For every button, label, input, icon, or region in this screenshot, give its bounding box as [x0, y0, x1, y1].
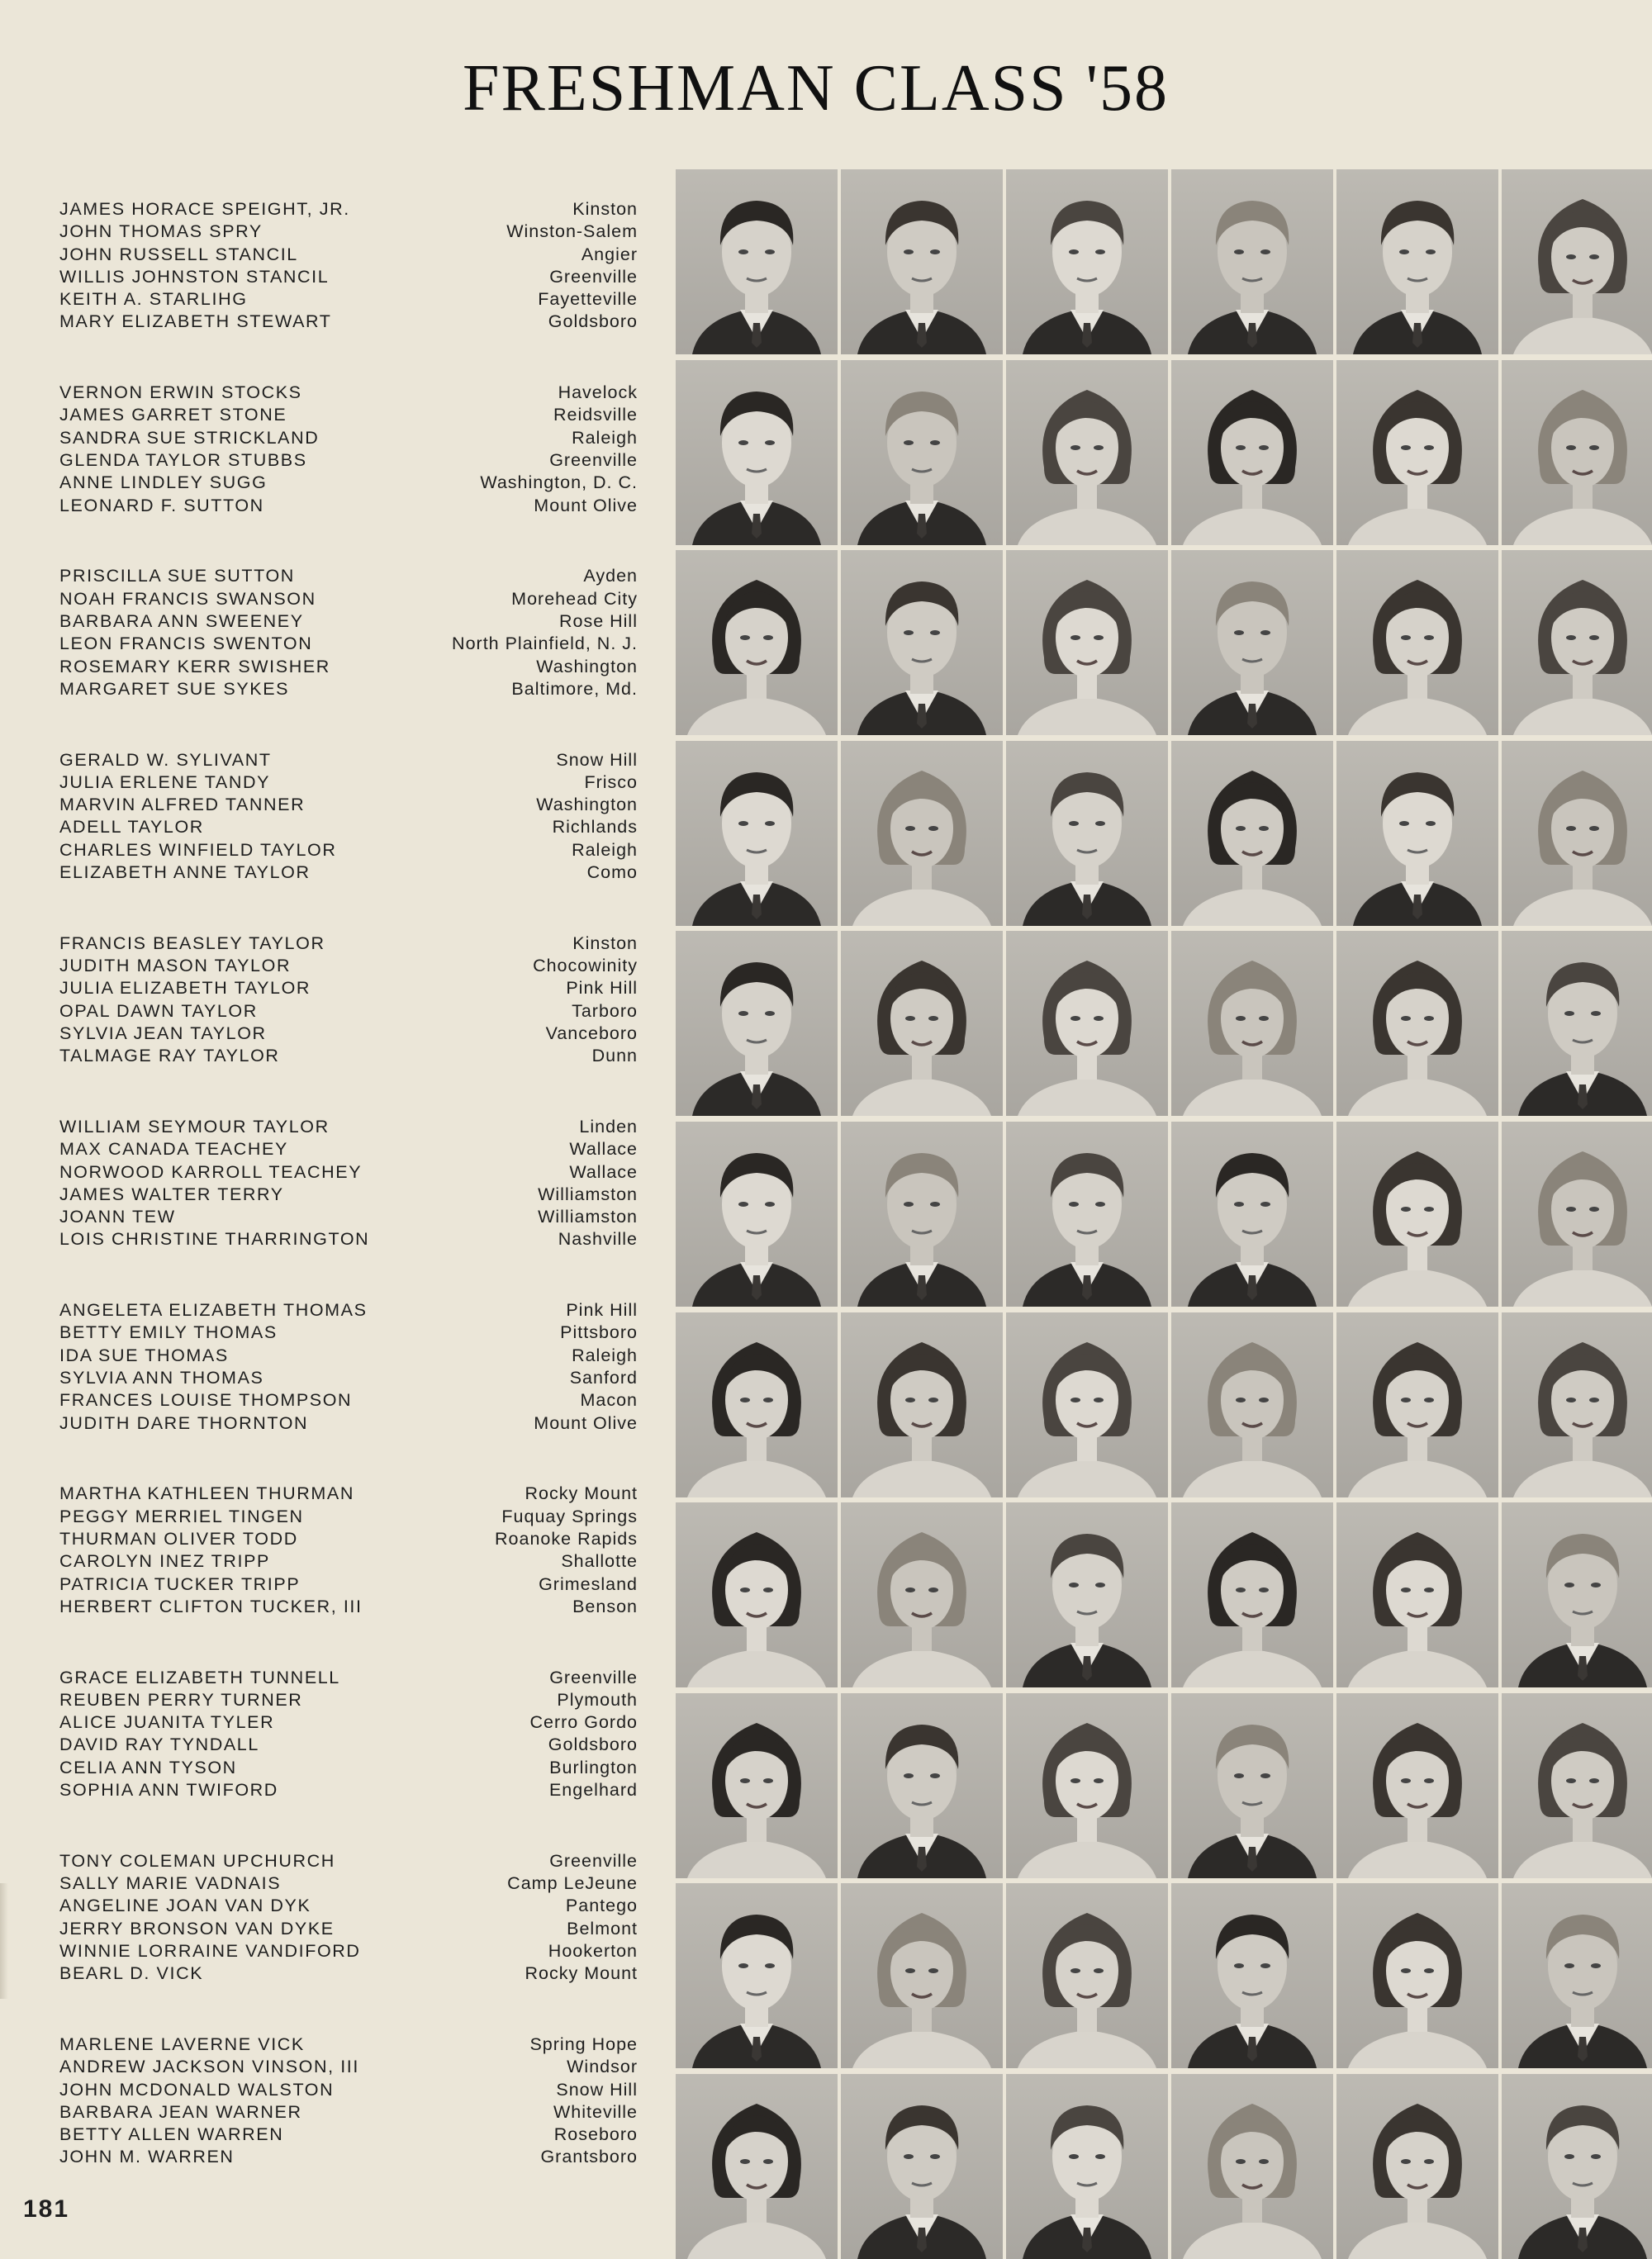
- roster-entry: [59, 1483, 638, 1505]
- student-portrait: [1006, 1502, 1168, 1687]
- roster-entry: [59, 2146, 638, 2168]
- student-portrait: [1171, 1883, 1333, 2068]
- student-name: CAROLYN INEZ TRIPP: [59, 1551, 270, 1572]
- hometown: Spring Hope: [529, 2034, 638, 2054]
- student-portrait: [1006, 2074, 1168, 2259]
- roster-entry: [59, 1184, 638, 1206]
- roster-entry: [59, 1596, 638, 1618]
- student-name: LEON FRANCIS SWENTON: [59, 634, 313, 654]
- student-portrait: [676, 1693, 838, 1878]
- student-portrait: [1006, 169, 1168, 354]
- student-name: LOIS CHRISTINE THARRINGTON: [59, 1229, 370, 1250]
- roster-entry: [59, 1000, 638, 1023]
- hometown: Williamston: [538, 1184, 638, 1204]
- student-portrait: [841, 931, 1003, 1116]
- roster-entry: [59, 633, 638, 655]
- student-name: JOHN M. WARREN: [59, 2147, 235, 2167]
- hometown: Vanceboro: [545, 1023, 638, 1043]
- name-group: [59, 1483, 638, 1618]
- roster-entry: [59, 565, 638, 587]
- student-name: JAMES HORACE SPEIGHT, JR.: [59, 199, 350, 219]
- hometown: Morehead City: [511, 588, 638, 609]
- student-name: SOPHIA ANN TWIFORD: [59, 1780, 278, 1801]
- student-portrait: [1502, 2074, 1652, 2259]
- hometown: Winston-Salem: [506, 221, 638, 242]
- student-portrait: [1006, 550, 1168, 735]
- roster-entry: [59, 1367, 638, 1389]
- roster-entry: [59, 1918, 638, 1940]
- student-portrait: [1336, 1693, 1498, 1878]
- student-portrait: [1006, 1693, 1168, 1878]
- roster-entry: [59, 449, 638, 472]
- name-group: [59, 1116, 638, 1251]
- page-number: 181: [23, 2195, 70, 2223]
- hometown: Raleigh: [572, 427, 638, 448]
- hometown: Greenville: [549, 450, 638, 471]
- student-name: JAMES GARRET STONE: [59, 405, 287, 425]
- student-name: FRANCIS BEASLEY TAYLOR: [59, 933, 325, 953]
- student-portrait: [841, 1312, 1003, 1497]
- roster-entry: [59, 816, 638, 838]
- roster-entry: [59, 678, 638, 700]
- hometown: Wallace: [569, 1161, 638, 1182]
- hometown: Pink Hill: [566, 978, 638, 999]
- student-name: JOHN THOMAS SPRY: [59, 221, 263, 242]
- hometown: Washington: [536, 656, 638, 676]
- student-portrait: [676, 1312, 838, 1497]
- student-portrait: [676, 550, 838, 735]
- hometown: Fuquay Springs: [501, 1506, 638, 1526]
- student-name: JUDITH DARE THORNTON: [59, 1412, 309, 1433]
- hometown: Mount Olive: [534, 1412, 638, 1433]
- student-portrait: [841, 1502, 1003, 1687]
- student-name: TONY COLEMAN UPCHURCH: [59, 1850, 335, 1871]
- student-name: BARBARA JEAN WARNER: [59, 2101, 302, 2122]
- name-group: [59, 565, 638, 700]
- student-portrait: [1171, 360, 1333, 545]
- hometown: Macon: [580, 1390, 638, 1411]
- student-portrait: [841, 1122, 1003, 1307]
- roster-entry: [59, 382, 638, 404]
- student-name: KEITH A. STARLIHG: [59, 289, 248, 310]
- student-name: JOHN MCDONALD WALSTON: [59, 2079, 335, 2100]
- roster-entry: [59, 1895, 638, 1917]
- student-portrait: [1336, 741, 1498, 926]
- roster-entry: [59, 1962, 638, 1985]
- student-name: GLENDA TAYLOR STUBBS: [59, 450, 307, 471]
- student-name: GRACE ELIZABETH TUNNELL: [59, 1667, 340, 1687]
- hometown: Grantsboro: [540, 2147, 638, 2167]
- student-name: MARY ELIZABETH STEWART: [59, 311, 332, 332]
- student-portrait: [1502, 1312, 1652, 1497]
- hometown: Ayden: [583, 566, 638, 586]
- roster-entry: [59, 794, 638, 816]
- student-portrait: [1171, 741, 1333, 926]
- student-portrait: [1006, 1122, 1168, 1307]
- roster-entry: [59, 1161, 638, 1184]
- hometown: Angier: [581, 244, 638, 264]
- hometown: Camp LeJeune: [507, 1873, 638, 1894]
- roster-entry: [59, 955, 638, 977]
- roster-entry: [59, 1345, 638, 1367]
- roster-entry: [59, 656, 638, 678]
- student-name: SANDRA SUE STRICKLAND: [59, 427, 320, 448]
- roster-entry: [59, 1045, 638, 1067]
- student-name: BEARL D. VICK: [59, 1963, 204, 1984]
- student-name: IDA SUE THOMAS: [59, 1345, 229, 1365]
- student-name: ADELL TAYLOR: [59, 817, 204, 838]
- student-name: JUDITH MASON TAYLOR: [59, 956, 292, 976]
- roster-entry: [59, 933, 638, 955]
- student-name: DAVID RAY TYNDALL: [59, 1735, 259, 1755]
- student-portrait: [1006, 931, 1168, 1116]
- hometown: Frisco: [584, 771, 638, 792]
- roster-entry: [59, 1228, 638, 1251]
- roster-entry: [59, 404, 638, 426]
- student-portrait: [1171, 931, 1333, 1116]
- roster-entry: [59, 1412, 638, 1435]
- hometown: Raleigh: [572, 839, 638, 860]
- hometown: Kinston: [572, 199, 638, 219]
- roster-entry: [59, 2079, 638, 2101]
- roster-entry: [59, 1872, 638, 1895]
- student-portrait: [676, 360, 838, 545]
- student-portrait: [1502, 169, 1652, 354]
- roster-entry: [59, 311, 638, 333]
- student-name: WILLIS JOHNSTON STANCIL: [59, 266, 330, 287]
- student-name: PATRICIA TUCKER TRIPP: [59, 1573, 301, 1594]
- student-portrait: [1171, 1122, 1333, 1307]
- hometown: Greenville: [549, 1850, 638, 1871]
- hometown: Rocky Mount: [525, 1483, 638, 1504]
- name-group: [59, 933, 638, 1068]
- student-name: SYLVIA JEAN TAYLOR: [59, 1023, 267, 1043]
- hometown: Como: [586, 862, 638, 883]
- hometown: Kinston: [572, 933, 638, 953]
- hometown: Cerro Gordo: [529, 1712, 638, 1733]
- hometown: Plymouth: [557, 1689, 638, 1710]
- student-name: MARLENE LAVERNE VICK: [59, 2034, 305, 2054]
- student-portrait: [676, 1122, 838, 1307]
- student-portrait: [1006, 360, 1168, 545]
- student-portrait: [1336, 931, 1498, 1116]
- hometown: Dunn: [591, 1046, 638, 1066]
- hometown: Wallace: [569, 1139, 638, 1160]
- student-portrait: [1502, 931, 1652, 1116]
- roster-entry: [59, 610, 638, 633]
- student-portrait: [1336, 360, 1498, 545]
- student-name: JULIA ELIZABETH TAYLOR: [59, 978, 311, 999]
- student-name: NORWOOD KARROLL TEACHEY: [59, 1161, 363, 1182]
- hometown: Rose Hill: [558, 610, 638, 631]
- student-name: BARBARA ANN SWEENEY: [59, 610, 304, 631]
- student-name: CELIA ANN TYSON: [59, 1757, 237, 1777]
- student-name: JERRY BRONSON VAN DYKE: [59, 1918, 335, 1939]
- student-name: ROSEMARY KERR SWISHER: [59, 656, 330, 676]
- roster-entry: [59, 244, 638, 266]
- roster-entry: [59, 472, 638, 494]
- roster-entry: [59, 266, 638, 288]
- hometown: Nashville: [558, 1229, 638, 1250]
- student-portrait: [841, 2074, 1003, 2259]
- roster-entry: [59, 198, 638, 221]
- roster-entry: [59, 2056, 638, 2078]
- student-name: OPAL DAWN TAYLOR: [59, 1000, 258, 1021]
- student-portrait: [1171, 1312, 1333, 1497]
- student-name: JAMES WALTER TERRY: [59, 1184, 284, 1204]
- student-name: WINNIE LORRAINE VANDIFORD: [59, 1940, 361, 1961]
- hometown: Engelhard: [548, 1780, 638, 1801]
- student-name: SYLVIA ANN THOMAS: [59, 1368, 264, 1388]
- roster-entry: [59, 2124, 638, 2146]
- student-portrait: [1502, 1693, 1652, 1878]
- student-portrait: [1502, 741, 1652, 926]
- hometown: Pink Hill: [566, 1300, 638, 1321]
- roster-entry: [59, 288, 638, 311]
- student-portrait: [1336, 550, 1498, 735]
- student-name: NOAH FRANCIS SWANSON: [59, 588, 316, 609]
- hometown: Williamston: [538, 1207, 638, 1227]
- student-name: MARGARET SUE SYKES: [59, 678, 290, 699]
- name-group: [59, 1299, 638, 1435]
- student-portrait: [1336, 1312, 1498, 1497]
- student-portrait: [676, 741, 838, 926]
- hometown: Raleigh: [572, 1345, 638, 1365]
- hometown: Havelock: [558, 382, 638, 403]
- hometown: North Plainfield, N. J.: [452, 634, 638, 654]
- roster-entry: [59, 1389, 638, 1412]
- student-name: VERNON ERWIN STOCKS: [59, 382, 302, 403]
- student-name: BETTY ALLEN WARREN: [59, 2124, 284, 2145]
- hometown: Burlington: [549, 1757, 638, 1777]
- student-name: JOHN RUSSELL STANCIL: [59, 244, 298, 264]
- hometown: Snow Hill: [556, 2079, 638, 2100]
- hometown: Greenville: [549, 1667, 638, 1687]
- hometown: Tarboro: [572, 1000, 638, 1021]
- roster-entry: [59, 1757, 638, 1779]
- roster-entry: [59, 1689, 638, 1711]
- hometown: Goldsboro: [548, 1735, 638, 1755]
- roster-entry: [59, 1573, 638, 1596]
- hometown: Grimesland: [539, 1573, 638, 1594]
- student-portrait: [841, 550, 1003, 735]
- student-name: CHARLES WINFIELD TAYLOR: [59, 839, 337, 860]
- roster-entry: [59, 1711, 638, 1734]
- student-name: ANGELETA ELIZABETH THOMAS: [59, 1300, 368, 1321]
- student-name: WILLIAM SEYMOUR TAYLOR: [59, 1117, 330, 1137]
- student-portrait: [1502, 1502, 1652, 1687]
- student-name: HERBERT CLIFTON TUCKER, III: [59, 1596, 363, 1616]
- hometown: Roseboro: [553, 2124, 638, 2145]
- student-portrait: [676, 169, 838, 354]
- student-name: LEONARD F. SUTTON: [59, 495, 264, 515]
- student-portrait: [1336, 2074, 1498, 2259]
- student-portrait: [1336, 1883, 1498, 2068]
- hometown: Goldsboro: [548, 311, 638, 332]
- hometown: Fayetteville: [538, 289, 638, 310]
- hometown: Benson: [572, 1596, 638, 1616]
- hometown: Rocky Mount: [525, 1963, 638, 1984]
- name-group: [59, 198, 638, 334]
- student-name: BETTY EMILY THOMAS: [59, 1322, 278, 1343]
- student-portrait: [676, 1883, 838, 2068]
- student-portrait: [1336, 169, 1498, 354]
- student-portrait: [841, 1883, 1003, 2068]
- roster-entry: [59, 2101, 638, 2124]
- roster-entry: [59, 749, 638, 771]
- student-portrait: [841, 741, 1003, 926]
- roster-entry: [59, 1779, 638, 1801]
- student-portrait: [1502, 1122, 1652, 1307]
- roster-entry: [59, 427, 638, 449]
- roster-entry: [59, 221, 638, 243]
- roster-entry: [59, 1667, 638, 1689]
- student-portrait: [676, 2074, 838, 2259]
- roster-entry: [59, 861, 638, 884]
- hometown: Roanoke Rapids: [495, 1528, 638, 1549]
- hometown: Greenville: [549, 266, 638, 287]
- student-portrait: [1171, 2074, 1333, 2259]
- student-name: ANNE LINDLEY SUGG: [59, 472, 268, 493]
- roster-entry: [59, 1528, 638, 1550]
- roster-entry: [59, 1138, 638, 1160]
- hometown: Washington: [536, 795, 638, 815]
- hometown: Baltimore, Md.: [511, 678, 638, 699]
- student-name: PEGGY MERRIEL TINGEN: [59, 1506, 304, 1526]
- student-portrait: [676, 1502, 838, 1687]
- student-portrait: [1502, 1883, 1652, 2068]
- student-name: PRISCILLA SUE SUTTON: [59, 566, 295, 586]
- hometown: Richlands: [552, 817, 638, 838]
- student-portrait: [841, 1693, 1003, 1878]
- hometown: Pittsboro: [560, 1322, 638, 1343]
- name-group: [59, 382, 638, 517]
- student-portrait: [1502, 550, 1652, 735]
- student-name: MARVIN ALFRED TANNER: [59, 795, 306, 815]
- student-name: JOANN TEW: [59, 1207, 176, 1227]
- student-name: TALMAGE RAY TAYLOR: [59, 1046, 280, 1066]
- name-group: [59, 2034, 638, 2169]
- student-portrait: [1171, 550, 1333, 735]
- hometown: Sanford: [569, 1368, 638, 1388]
- student-portrait: [841, 360, 1003, 545]
- student-name: SALLY MARIE VADNAIS: [59, 1873, 282, 1894]
- roster-entry: [59, 1116, 638, 1138]
- student-portrait: [1006, 1312, 1168, 1497]
- student-name: JULIA ERLENE TANDY: [59, 771, 271, 792]
- roster-entry: [59, 2034, 638, 2056]
- student-portrait: [1336, 1122, 1498, 1307]
- hometown: Pantego: [565, 1896, 638, 1916]
- student-name: ANGELINE JOAN VAN DYK: [59, 1896, 311, 1916]
- hometown: Belmont: [567, 1918, 638, 1939]
- roster-entry: [59, 839, 638, 861]
- roster-entry: [59, 771, 638, 794]
- hometown: Snow Hill: [556, 749, 638, 770]
- student-portrait: [676, 931, 838, 1116]
- roster-entry: [59, 977, 638, 999]
- student-name: REUBEN PERRY TURNER: [59, 1689, 303, 1710]
- hometown: Windsor: [567, 2057, 638, 2077]
- roster-entry: [59, 1550, 638, 1573]
- hometown: Chocowinity: [533, 956, 638, 976]
- roster-entry: [59, 1506, 638, 1528]
- portrait-grid: [676, 169, 1652, 2218]
- hometown: Whiteville: [553, 2101, 638, 2122]
- student-name: ANDREW JACKSON VINSON, III: [59, 2057, 359, 2077]
- student-portrait: [1171, 169, 1333, 354]
- hometown: Linden: [579, 1117, 638, 1137]
- student-portrait: [1336, 1502, 1498, 1687]
- hometown: Washington, D. C.: [480, 472, 638, 493]
- roster-entry: [59, 1734, 638, 1756]
- binding-edge: [0, 1883, 8, 1999]
- student-portrait: [1502, 360, 1652, 545]
- roster-entry: [59, 588, 638, 610]
- roster-entry: [59, 1206, 638, 1228]
- student-name: FRANCES LOUISE THOMPSON: [59, 1390, 353, 1411]
- name-group: [59, 749, 638, 885]
- student-portrait: [1006, 741, 1168, 926]
- student-name: ELIZABETH ANNE TAYLOR: [59, 862, 311, 883]
- student-name: ALICE JUANITA TYLER: [59, 1712, 275, 1733]
- roster-entry: [59, 495, 638, 517]
- roster-entry: [59, 1850, 638, 1872]
- student-portrait: [1171, 1502, 1333, 1687]
- student-portrait: [1006, 1883, 1168, 2068]
- student-portrait: [841, 169, 1003, 354]
- student-name: MARTHA KATHLEEN THURMAN: [59, 1483, 354, 1504]
- hometown: Hookerton: [548, 1940, 638, 1961]
- roster-entry: [59, 1322, 638, 1344]
- page-title: FRESHMAN CLASS '58: [462, 52, 1170, 125]
- name-group: [59, 1850, 638, 1986]
- roster-entry: [59, 1023, 638, 1045]
- roster-entry: [59, 1940, 638, 1962]
- student-portrait: [1171, 1693, 1333, 1878]
- hometown: Shallotte: [561, 1551, 638, 1572]
- hometown: Mount Olive: [534, 495, 638, 515]
- roster-entry: [59, 1299, 638, 1322]
- student-name: GERALD W. SYLIVANT: [59, 749, 272, 770]
- student-name: THURMAN OLIVER TODD: [59, 1528, 298, 1549]
- student-name: MAX CANADA TEACHEY: [59, 1139, 288, 1160]
- hometown: Reidsville: [553, 405, 638, 425]
- name-group: [59, 1667, 638, 1802]
